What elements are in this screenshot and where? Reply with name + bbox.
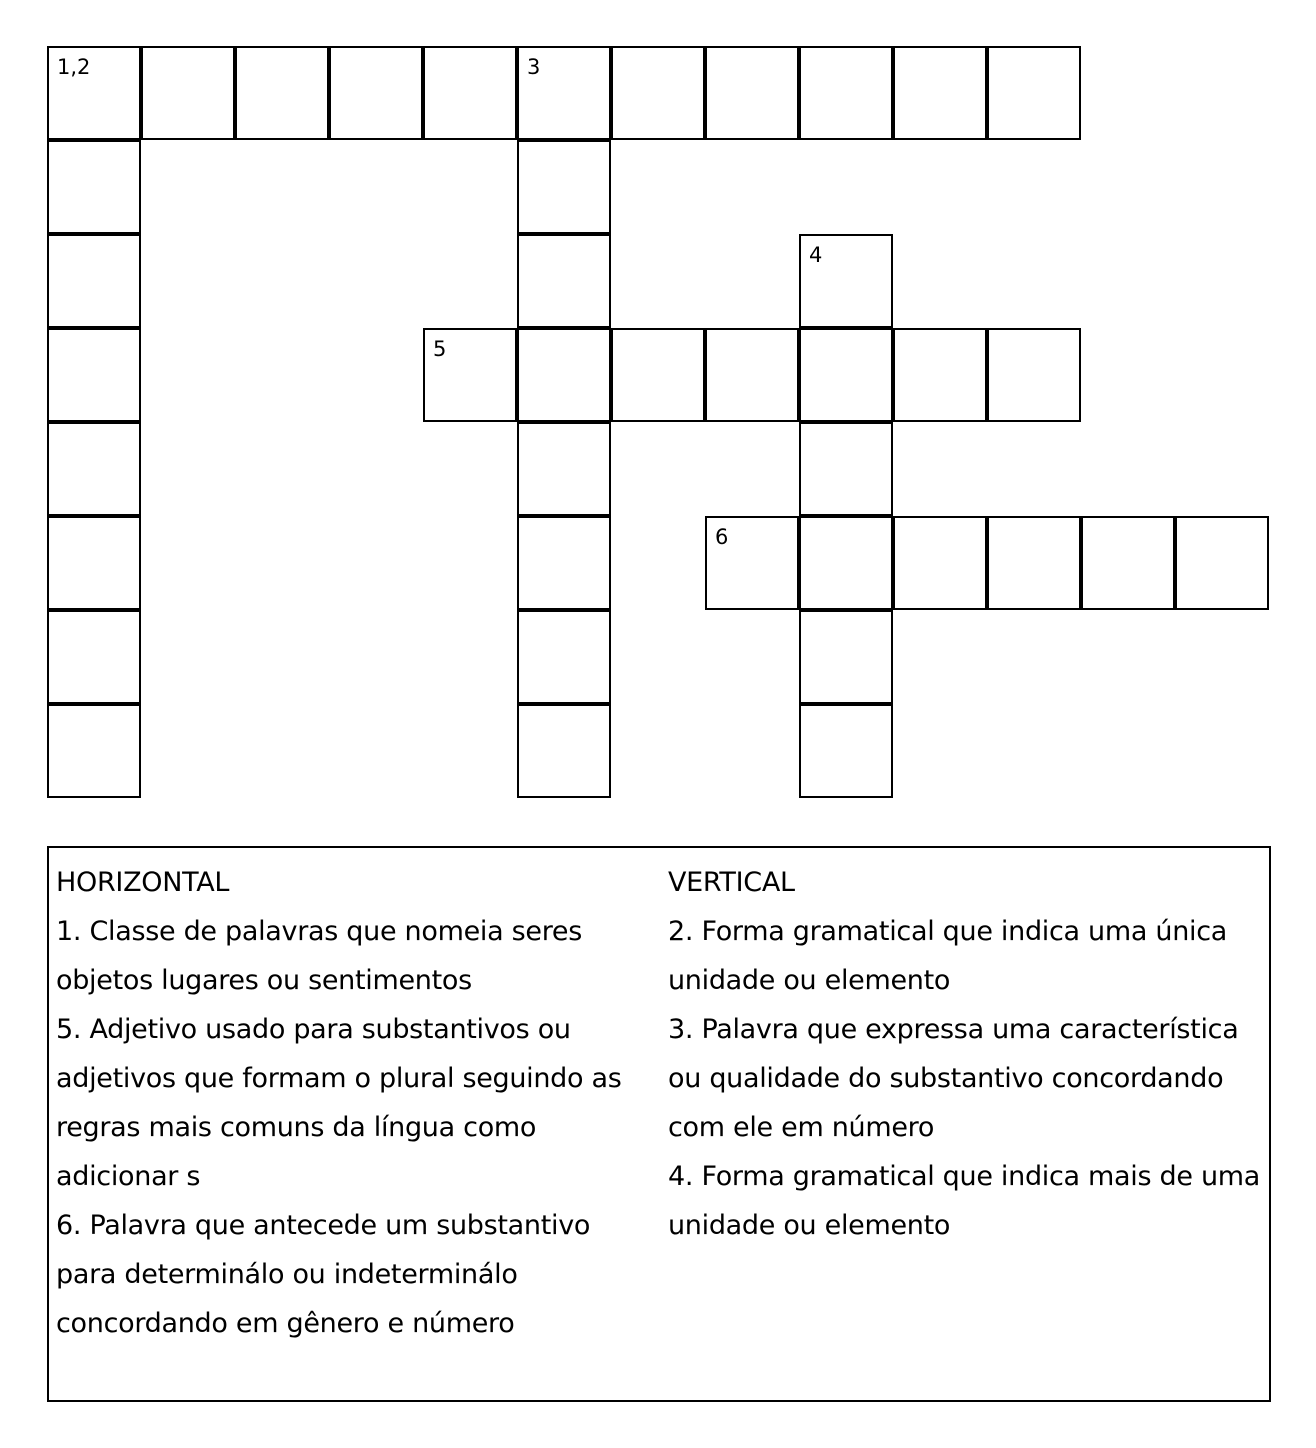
crossword-cell[interactable] xyxy=(799,516,893,610)
crossword-cell[interactable] xyxy=(47,140,141,234)
crossword-cell[interactable] xyxy=(705,328,799,422)
crossword-cell[interactable] xyxy=(705,516,799,610)
crossword-cell[interactable] xyxy=(1081,516,1175,610)
clue-vertical-3: 3. Palavra que expressa uma característica ou qualidade do substantivo concordando com ele em número xyxy=(668,1014,1239,1143)
crossword-cell[interactable] xyxy=(799,610,893,704)
horizontal-heading: HORIZONTAL xyxy=(56,867,230,898)
crossword-cell[interactable] xyxy=(1175,516,1269,610)
clue-number: 6 xyxy=(715,525,729,549)
clue-number: 4 xyxy=(809,243,823,267)
crossword-cell[interactable] xyxy=(47,704,141,798)
vertical-clues xyxy=(668,858,1268,1250)
crossword-cell[interactable] xyxy=(47,516,141,610)
crossword-cell[interactable] xyxy=(47,422,141,516)
crossword-cell[interactable] xyxy=(799,704,893,798)
clue-horizontal-1: 1. Classe de palavras que nomeia seres objetos lugares ou sentimentos xyxy=(56,916,582,996)
crossword-cell[interactable] xyxy=(517,704,611,798)
crossword-cell[interactable] xyxy=(517,234,611,328)
crossword-cell[interactable] xyxy=(611,46,705,140)
clue-vertical-4: 4. Forma gramatical que indica mais de uma unidade ou elemento xyxy=(668,1161,1261,1241)
crossword-cell[interactable] xyxy=(517,516,611,610)
clue-number: 5 xyxy=(433,337,447,361)
crossword-cell[interactable] xyxy=(705,46,799,140)
crossword-cell[interactable] xyxy=(423,328,517,422)
crossword-cell[interactable] xyxy=(47,46,141,140)
crossword-cell[interactable] xyxy=(611,328,705,422)
horizontal-clues xyxy=(56,858,646,1348)
clue-horizontal-5: 5. Adjetivo usado para substantivos ou adjetivos que formam o plural seguindo as regras mais comuns da língua como adicionar s xyxy=(56,1014,622,1192)
crossword-cell[interactable] xyxy=(141,46,235,140)
crossword-cell[interactable] xyxy=(235,46,329,140)
clue-number: 1,2 xyxy=(57,55,91,79)
crossword-cell[interactable] xyxy=(893,46,987,140)
crossword-cell[interactable] xyxy=(423,46,517,140)
crossword-cell[interactable] xyxy=(987,516,1081,610)
vertical-heading: VERTICAL xyxy=(668,867,795,898)
crossword-cell[interactable] xyxy=(517,328,611,422)
clue-vertical-2: 2. Forma gramatical que indica uma única unidade ou elemento xyxy=(668,916,1228,996)
crossword-cell[interactable] xyxy=(47,328,141,422)
crossword-cell[interactable] xyxy=(987,46,1081,140)
crossword-cell[interactable] xyxy=(517,46,611,140)
clue-horizontal-6: 6. Palavra que antecede um substantivo para determinálo ou indeterminálo concordando em gênero e número xyxy=(56,1210,591,1339)
clue-number: 3 xyxy=(527,55,541,79)
crossword-cell[interactable] xyxy=(517,140,611,234)
crossword-cell[interactable] xyxy=(517,422,611,516)
clues-box xyxy=(47,846,1271,1402)
crossword-cell[interactable] xyxy=(799,422,893,516)
crossword-cell[interactable] xyxy=(47,610,141,704)
crossword-cell[interactable] xyxy=(799,234,893,328)
crossword-cell[interactable] xyxy=(47,234,141,328)
crossword-grid xyxy=(47,46,1271,801)
crossword-cell[interactable] xyxy=(893,328,987,422)
crossword-cell[interactable] xyxy=(517,610,611,704)
crossword-cell[interactable] xyxy=(329,46,423,140)
crossword-cell[interactable] xyxy=(893,516,987,610)
crossword-cell[interactable] xyxy=(987,328,1081,422)
crossword-cell[interactable] xyxy=(799,46,893,140)
crossword-cell[interactable] xyxy=(799,328,893,422)
